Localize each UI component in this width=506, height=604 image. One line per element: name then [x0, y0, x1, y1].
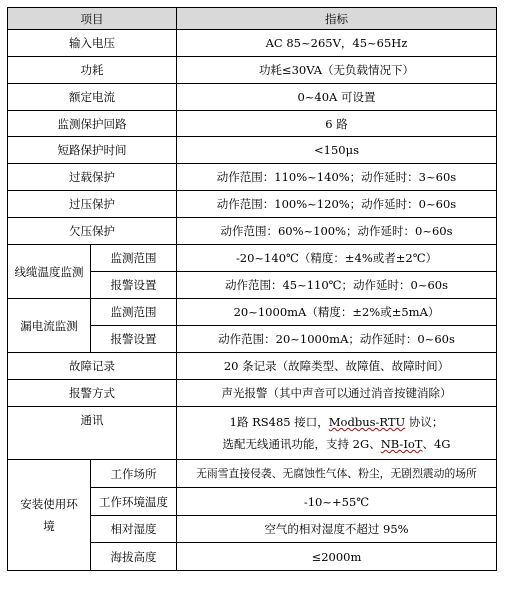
sub-label: 工作场所	[91, 460, 177, 488]
sub-label: 工作环境温度	[91, 488, 177, 516]
row-value: 0~40A 可设置	[177, 84, 497, 111]
communication-value	[177, 407, 497, 460]
sub-label: 报警设置	[91, 272, 177, 299]
specification-table	[7, 7, 497, 571]
header-item: 项目	[8, 8, 177, 30]
row-label: 输入电压	[8, 30, 177, 57]
row-label: 额定电流	[8, 84, 177, 111]
table-row	[8, 460, 497, 488]
row-value: 动作范围：45~110℃；动作延时：0~60s	[177, 272, 497, 299]
table-row	[8, 137, 497, 164]
row-label: 欠压保护	[8, 218, 177, 245]
row-label: 功耗	[8, 57, 177, 84]
environment-label: 安装使用环境	[8, 460, 91, 571]
row-value: 20 条记录（故障类型、故障值、故障时间）	[177, 353, 497, 380]
row-label: 短路保护时间	[8, 137, 177, 164]
communication-line-2: 选配无线通讯功能，支持 2G、NB-IoT、4G	[222, 437, 451, 451]
row-value: 无雨雪直接侵袭、无腐蚀性气体、粉尘，无剧烈震动的场所	[177, 460, 497, 488]
sub-label: 报警设置	[91, 326, 177, 353]
sub-label: 监测范围	[91, 245, 177, 272]
row-value: AC 85~265V，45~65Hz	[177, 30, 497, 57]
row-value: -10~+55℃	[177, 488, 497, 516]
row-value: 6 路	[177, 111, 497, 137]
communication-line-1: 1路 RS485 接口，Modbus-RTU 协议；	[229, 415, 444, 429]
header-row	[8, 8, 497, 30]
table-row	[8, 353, 497, 380]
table-row	[8, 245, 497, 272]
row-value: ≤2000m	[177, 543, 497, 571]
table-row	[8, 218, 497, 245]
row-label: 通讯	[8, 407, 177, 460]
row-value: 动作范围：20~1000mA；动作延时：0~60s	[177, 326, 497, 353]
row-value: 功耗≤30VA（无负载情况下）	[177, 57, 497, 84]
row-label: 过载保护	[8, 164, 177, 191]
row-label: 监测保护回路	[8, 111, 177, 137]
leakage-label: 漏电流监测	[8, 299, 91, 353]
table-row	[8, 57, 497, 84]
row-value: 空气的相对湿度不超过 95%	[177, 516, 497, 543]
table-row	[8, 111, 497, 137]
row-value: 动作范围：60%~100%；动作延时：0~60s	[177, 218, 497, 245]
sub-label: 监测范围	[91, 299, 177, 326]
table-row	[8, 380, 497, 407]
cable-temp-label: 线缆温度监测	[8, 245, 91, 299]
row-value: 20~1000mA（精度：±2%或±5mA）	[177, 299, 497, 326]
header-spec: 指标	[177, 8, 497, 30]
sub-label: 海拔高度	[91, 543, 177, 571]
row-label: 过压保护	[8, 191, 177, 218]
table-row	[8, 84, 497, 111]
row-value: 声光报警（其中声音可以通过消音按键消除）	[177, 380, 497, 407]
table-row	[8, 30, 497, 57]
table-row	[8, 191, 497, 218]
table-row	[8, 299, 497, 326]
row-label: 报警方式	[8, 380, 177, 407]
row-value: 动作范围：110%~140%；动作延时：3~60s	[177, 164, 497, 191]
row-value: <150μs	[177, 137, 497, 164]
row-value: 动作范围：100%~120%；动作延时：0~60s	[177, 191, 497, 218]
table-row	[8, 407, 497, 460]
table-row	[8, 164, 497, 191]
row-value: -20~140℃（精度：±4%或者±2℃）	[177, 245, 497, 272]
row-label: 故障记录	[8, 353, 177, 380]
sub-label: 相对湿度	[91, 516, 177, 543]
